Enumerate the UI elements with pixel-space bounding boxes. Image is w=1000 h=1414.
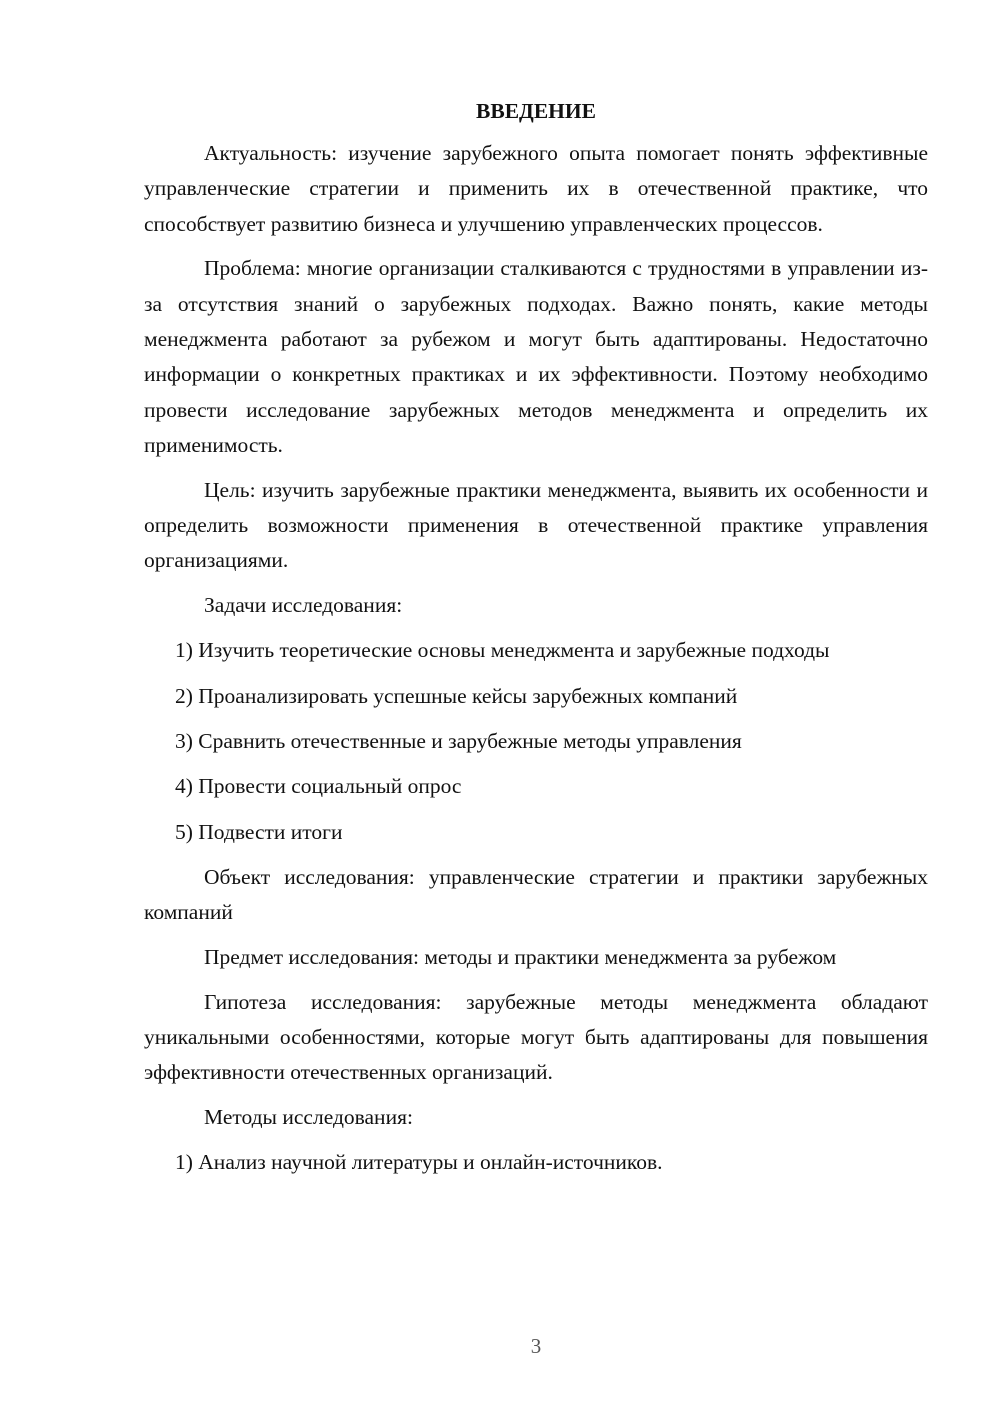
task-item: 4) Провести социальный опрос (175, 774, 462, 799)
task-item: 5) Подвести итоги (175, 819, 343, 844)
object-paragraph: Объект исследования: управленческие стратегии и практики зарубежных компаний (144, 864, 928, 925)
task-item: 1) Изучить теоретические основы менеджмента и зарубежные подходы (175, 638, 830, 663)
tasks-heading: Задачи исследования: (204, 593, 403, 618)
goal-paragraph: Цель: изучить зарубежные практики менеджмента, выявить их особенности и определить возможности применения в отечественной практике управления организациями. (144, 477, 928, 573)
hypothesis-paragraph: Гипотеза исследования: зарубежные методы менеджмента обладают уникальными особенностями, которые могут быть адаптированы для повышения эффективности отечественных организаций. (144, 989, 928, 1085)
relevance-paragraph: Актуальность: изучение зарубежного опыта помогает понять эффективные управленческие стратегии и применить их в отечественной практике, что способствует развитию бизнеса и улучшению управленческих процессов. (144, 141, 928, 236)
subject-paragraph: Предмет исследования: методы и практики менеджмента за рубежом (204, 944, 837, 969)
problem-paragraph: Проблема: многие организации сталкиваются с трудностями в управлении из-за отсутствия знаний о зарубежных подходах. Важно понять, какие методы менеджмента работают за рубежом и могут быть адаптированы. Недостаточно информации о конкретных практиках и их эффективности. Поэтому необходимо провести исследование зарубежных методов менеджмента и определить их применимость. (144, 256, 928, 457)
task-item: 3) Сравнить отечественные и зарубежные методы управления (175, 728, 742, 753)
page-title: ВВЕДЕНИЕ (476, 99, 596, 123)
tasks-list (144, 633, 928, 849)
method-item: 1) Анализ научной литературы и онлайн-источников. (175, 1150, 663, 1175)
page-number: 3 (530, 1334, 542, 1358)
methods-heading: Методы исследования: (204, 1105, 413, 1130)
methods-list (144, 1145, 928, 1180)
page-content (144, 96, 928, 1191)
task-item: 2) Проанализировать успешные кейсы зарубежных компаний (175, 683, 738, 708)
